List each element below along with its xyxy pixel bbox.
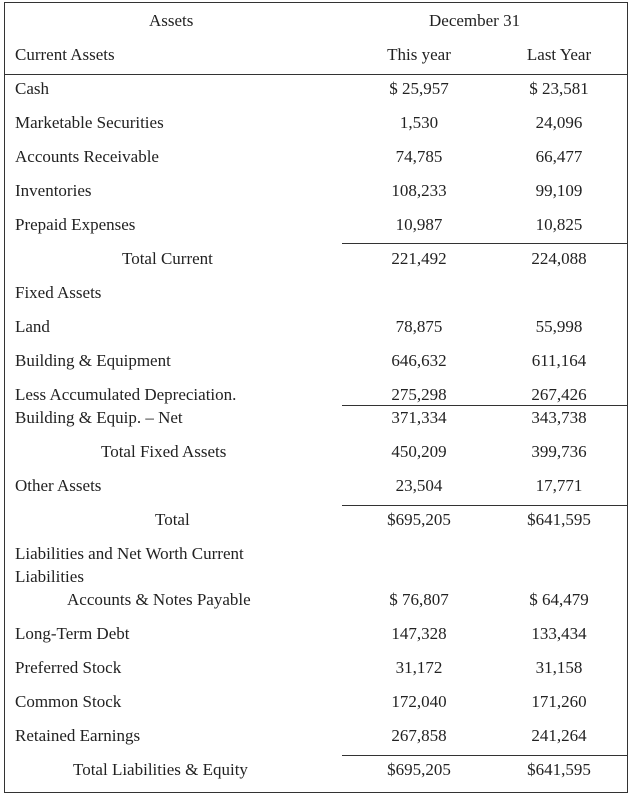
this-year-value: 1,530 [399, 113, 439, 132]
row-label: Other Assets [15, 476, 102, 495]
header-divider [5, 74, 627, 75]
last-year-value: 343,738 [531, 408, 587, 427]
row-label: Total Fixed Assets [101, 442, 227, 461]
balance-sheet [4, 2, 628, 793]
last-year-value: $641,595 [527, 510, 591, 529]
this-year-value: 10,987 [395, 215, 443, 234]
current-assets-heading: Current Assets [15, 45, 115, 64]
last-year-value: 31,158 [535, 658, 583, 677]
this-year-value: 221,492 [391, 249, 447, 268]
row-label: Fixed Assets [15, 283, 102, 302]
this-year-value: 31,172 [395, 658, 443, 677]
this-year-value: 74,785 [395, 147, 443, 166]
this-year-value: 23,504 [395, 476, 443, 495]
row-label: Retained Earnings [15, 726, 141, 745]
row-label: Land [15, 317, 50, 336]
row-label: Preferred Stock [15, 658, 122, 677]
row-label: Inventories [15, 181, 92, 200]
total-assets-divider [342, 505, 627, 506]
row-label: Liabilities and Net Worth Current [15, 544, 244, 563]
last-year-value: $ 64,479 [529, 590, 589, 609]
this-year-value: $695,205 [387, 510, 451, 529]
this-year-value: 147,328 [391, 624, 447, 643]
row-label: Building & Equipment [15, 351, 171, 370]
this-year-value: 108,233 [391, 181, 447, 200]
row-label: Accounts & Notes Payable [67, 590, 251, 609]
total-current-divider [342, 243, 627, 244]
row-label: Less Accumulated Depreciation. [15, 385, 237, 404]
last-year-value: 241,264 [531, 726, 587, 745]
this-year-value: $ 76,807 [389, 590, 449, 609]
last-year-value: 55,998 [535, 317, 583, 336]
last-year-value: 611,164 [531, 351, 587, 370]
this-year-value: $695,205 [387, 760, 451, 779]
last-year-value: 399,736 [531, 442, 587, 461]
last-year-value: 133,434 [531, 624, 587, 643]
this-year-value: 450,209 [391, 442, 447, 461]
last-year-value: 17,771 [535, 476, 583, 495]
last-year-value: 24,096 [535, 113, 583, 132]
last-year-value: 10,825 [535, 215, 583, 234]
row-label: Building & Equip. – Net [15, 408, 183, 427]
total-liabilities-divider [342, 755, 627, 756]
last-year-heading: Last Year [526, 45, 592, 64]
row-label: Long-Term Debt [15, 624, 130, 643]
last-year-value: 171,260 [531, 692, 587, 711]
this-year-value: $ 25,957 [389, 79, 449, 98]
row-label: Total Current [122, 249, 213, 268]
row-label: Marketable Securities [15, 113, 164, 132]
this-year-value: 275,298 [391, 385, 447, 404]
row-label: Total Liabilities & Equity [73, 760, 248, 779]
last-year-value: 224,088 [531, 249, 587, 268]
last-year-value: $641,595 [527, 760, 591, 779]
last-year-value: 267,426 [531, 385, 587, 404]
depreciation-divider [342, 405, 627, 406]
this-year-heading: This year [387, 45, 451, 64]
this-year-value: 371,334 [391, 408, 447, 427]
last-year-value: $ 23,581 [529, 79, 589, 98]
row-label: Accounts Receivable [15, 147, 159, 166]
row-label: Liabilities [15, 567, 84, 586]
this-year-value: 78,875 [395, 317, 443, 336]
assets-heading: Assets [149, 11, 194, 30]
row-label: Common Stock [15, 692, 122, 711]
last-year-value: 66,477 [535, 147, 583, 166]
row-label: Prepaid Expenses [15, 215, 136, 234]
this-year-value: 267,858 [391, 726, 447, 745]
december-heading: December 31 [429, 11, 521, 30]
last-year-value: 99,109 [535, 181, 583, 200]
row-label: Total [155, 510, 190, 529]
this-year-value: 172,040 [391, 692, 447, 711]
this-year-value: 646,632 [391, 351, 447, 370]
row-label: Cash [15, 79, 49, 98]
